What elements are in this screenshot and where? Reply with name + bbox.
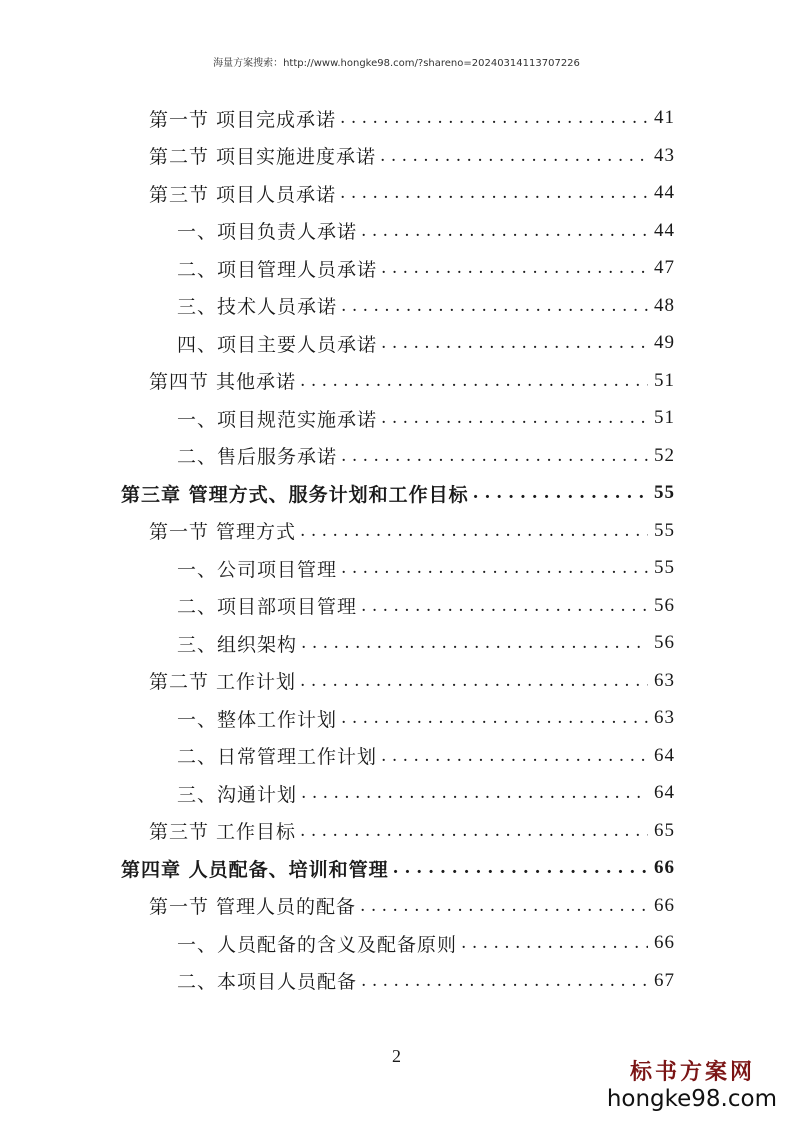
toc-entry-label: 一、项目负责人承诺 xyxy=(177,221,358,243)
toc-entry-page: 44 xyxy=(654,219,675,241)
toc-entry-page: 55 xyxy=(654,557,675,578)
toc-entry-page: 43 xyxy=(654,144,675,166)
toc-leader-dots xyxy=(357,596,648,616)
toc-entry-page: 67 xyxy=(654,969,675,991)
toc-entry-label: 第一节 管理人员的配备 xyxy=(149,896,357,918)
toc-entry[interactable] xyxy=(177,550,675,586)
toc-leader-dots xyxy=(389,858,648,878)
toc-leader-dots xyxy=(296,521,648,541)
toc-entry-label: 第二节 项目实施进度承诺 xyxy=(149,146,377,168)
toc-entry-page: 47 xyxy=(654,257,675,278)
toc-entry-page: 66 xyxy=(654,857,675,878)
toc-leader-dots xyxy=(377,746,648,766)
toc-leader-dots xyxy=(337,446,648,466)
toc-entry-page: 49 xyxy=(654,332,675,353)
toc-leader-dots xyxy=(296,671,648,691)
toc-entry-label: 一、整体工作计划 xyxy=(177,708,338,731)
toc-entry[interactable] xyxy=(149,175,675,211)
toc-entry-page: 55 xyxy=(654,519,675,541)
toc-leader-dots xyxy=(457,933,648,953)
toc-leader-dots xyxy=(296,371,648,391)
toc-entry[interactable] xyxy=(177,963,675,999)
toc-entry[interactable] xyxy=(149,363,675,399)
toc-entry[interactable] xyxy=(149,100,675,136)
toc-chapter-entry[interactable] xyxy=(121,475,675,511)
toc-entry[interactable] xyxy=(177,438,675,474)
toc-entry[interactable] xyxy=(149,813,675,849)
toc-entry-label: 第三章 管理方式、服务计划和工作目标 xyxy=(121,483,469,506)
toc-entry-page: 66 xyxy=(654,894,675,916)
toc-entry-page: 55 xyxy=(654,482,675,503)
toc-entry-label: 四、项目主要人员承诺 xyxy=(177,333,378,356)
toc-entry-page: 56 xyxy=(654,632,675,653)
toc-chapter-entry[interactable] xyxy=(121,850,675,886)
toc-entry-page: 63 xyxy=(654,669,675,691)
toc-entry[interactable] xyxy=(177,925,675,961)
toc-entry-label: 第三节 工作目标 xyxy=(149,821,297,843)
toc-entry[interactable] xyxy=(177,325,675,361)
toc-entry-page: 51 xyxy=(654,407,675,428)
toc-entry-label: 第一节 管理方式 xyxy=(149,521,297,543)
toc-leader-dots xyxy=(337,708,648,728)
toc-entry[interactable] xyxy=(177,700,675,736)
site-watermark xyxy=(577,1055,777,1112)
toc-entry-label: 三、技术人员承诺 xyxy=(177,296,338,318)
toc-entry-label: 一、项目规范实施承诺 xyxy=(177,408,378,431)
toc-entry-label: 二、本项目人员配备 xyxy=(177,971,358,993)
toc-entry-page: 65 xyxy=(654,819,675,841)
toc-entry-label: 一、人员配备的含义及配备原则 xyxy=(177,933,458,956)
toc-entry-page: 44 xyxy=(654,182,675,203)
toc-entry-label: 第一节 项目完成承诺 xyxy=(149,108,337,131)
toc-entry-label: 二、售后服务承诺 xyxy=(177,446,338,468)
toc-entry[interactable] xyxy=(177,738,675,774)
toc-entry-label: 二、项目管理人员承诺 xyxy=(177,258,378,281)
toc-entry[interactable] xyxy=(177,625,675,661)
toc-entry[interactable] xyxy=(149,513,675,549)
toc-leader-dots xyxy=(336,108,648,128)
toc-leader-dots xyxy=(336,183,648,203)
watermark-en-text: hongke98.com xyxy=(606,1086,777,1112)
toc-entry-page: 64 xyxy=(654,744,675,766)
toc-entry-label: 第二节 工作计划 xyxy=(149,671,297,693)
toc-leader-dots xyxy=(337,558,648,578)
toc-leader-dots xyxy=(377,408,648,428)
toc-entry-label: 第四节 其他承诺 xyxy=(149,371,297,393)
toc-entry-label: 二、日常管理工作计划 xyxy=(177,746,378,768)
toc-entry-page: 51 xyxy=(654,369,675,391)
toc-entry[interactable] xyxy=(177,213,675,249)
toc-entry-page: 41 xyxy=(654,107,675,128)
toc-entry-page: 56 xyxy=(654,594,675,616)
toc-leader-dots xyxy=(356,896,648,916)
toc-leader-dots xyxy=(377,333,648,353)
page-header-source-url: 海量方案搜索：http://www.hongke98.com/?shareno=20240314113707226 xyxy=(213,58,580,69)
toc-entry-page: 66 xyxy=(654,932,675,953)
toc-leader-dots xyxy=(469,483,648,503)
toc-leader-dots xyxy=(296,821,648,841)
toc-entry-label: 三、组织架构 xyxy=(177,633,298,656)
toc-entry-page: 64 xyxy=(654,782,675,803)
toc-leader-dots xyxy=(376,146,648,166)
toc-leader-dots xyxy=(297,633,648,653)
toc-entry-label: 第三节 项目人员承诺 xyxy=(149,183,337,206)
toc-entry-label: 二、项目部项目管理 xyxy=(177,596,358,618)
toc-entry-page: 63 xyxy=(654,707,675,728)
toc-entry[interactable] xyxy=(177,588,675,624)
toc-entry-label: 三、沟通计划 xyxy=(177,783,298,806)
toc-entry[interactable] xyxy=(177,250,675,286)
toc-leader-dots xyxy=(377,258,648,278)
toc-entry[interactable] xyxy=(177,288,675,324)
page-number: 2 xyxy=(392,1046,401,1066)
toc-leader-dots xyxy=(297,783,648,803)
toc-entry[interactable] xyxy=(149,663,675,699)
toc-entry[interactable] xyxy=(177,775,675,811)
toc-entry[interactable] xyxy=(149,138,675,174)
toc-entry-page: 48 xyxy=(654,294,675,316)
toc-entry-label: 第四章 人员配备、培训和管理 xyxy=(121,858,389,881)
toc-leader-dots xyxy=(357,221,648,241)
watermark-cn-text: 标书方案网 xyxy=(629,1060,755,1085)
toc-entry[interactable] xyxy=(149,888,675,924)
toc-entry-page: 52 xyxy=(654,444,675,466)
toc-entry[interactable] xyxy=(177,400,675,436)
toc-leader-dots xyxy=(337,296,648,316)
toc-entry-label: 一、公司项目管理 xyxy=(177,558,338,581)
toc-leader-dots xyxy=(357,971,648,991)
